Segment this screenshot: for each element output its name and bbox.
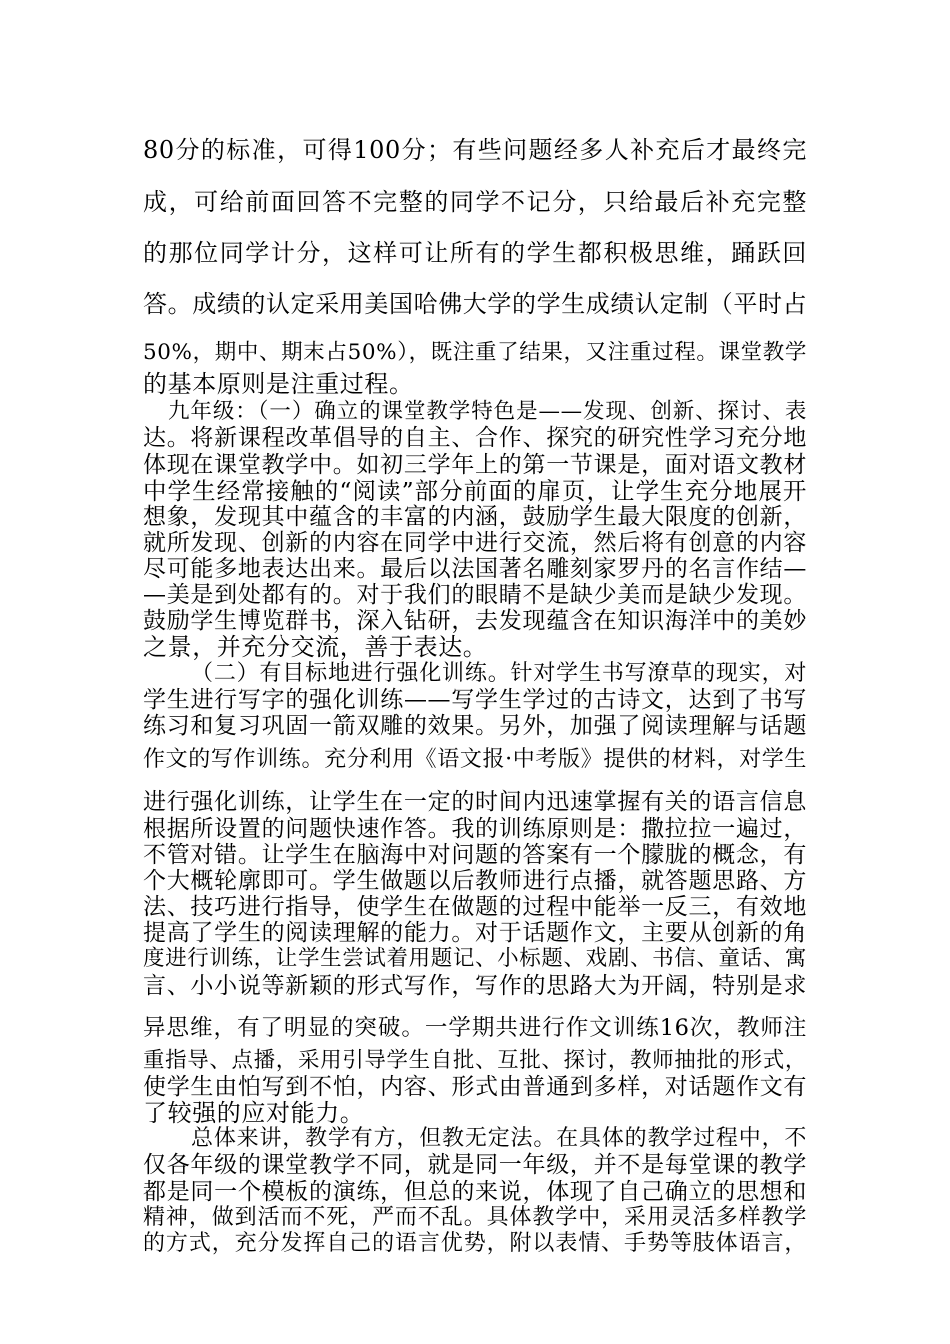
paragraph-line: 体现在课堂教学中。如初三学年上的第一节课是，面对语文教材 [143, 452, 807, 478]
paragraph-line: 尽可能多地表达出来。最后以法国著名雕刻家罗丹的名言作结— [143, 556, 807, 582]
paragraph-line: 九年级：（一）确立的课堂教学特色是——发现、创新、探讨、表 [168, 399, 807, 424]
paragraph-line: 的基本原则是注重过程。 [143, 370, 414, 398]
paragraph-line: 鼓励学生博览群书，深入钻研，去发现蕴含在知识海洋中的美妙 [143, 608, 807, 634]
paragraph-line: 学生进行写字的强化训练——写学生学过的古诗文，达到了书写 [143, 687, 807, 713]
paragraph-line: 精神，做到活而不死，严而不乱。具体教学中，采用灵活多样教学 [143, 1205, 807, 1230]
paragraph-line: （二）有目标地进行强化训练。针对学生书写潦草的现实，对 [191, 661, 807, 686]
paragraph-line: 法、技巧进行指导，使学生在做题的过程中能举一反三，有效地 [143, 894, 807, 920]
paragraph-line: 成，可给前面回答不完整的同学不记分，只给最后补充完整 [143, 188, 807, 216]
paragraph-line: 答。成绩的认定采用美国哈佛大学的学生成绩认定制（平时占 [143, 290, 808, 318]
paragraph-line: 就所发现、创新的内容在同学中进行交流，然后将有创意的内容 [143, 530, 807, 556]
paragraph-line: 根据所设置的问题快速作答。我的训练原则是：撒拉拉一遍过， [143, 816, 807, 842]
paragraph-line: 度进行训练，让学生尝试着用题记、小标题、戏剧、书信、童话、寓 [143, 946, 807, 971]
paragraph-line: 了较强的应对能力。 [143, 1099, 365, 1127]
paragraph-line: 达。将新课程改革倡导的自主、合作、探究的研究性学习充分地 [143, 425, 807, 451]
paragraph-line: 个大概轮廓即可。学生做题以后教师进行点播，就答题思路、方 [143, 868, 807, 894]
paragraph-line: 提高了学生的阅读理解的能力。对于话题作文，主要从创新的角 [143, 920, 807, 946]
paragraph-line: 50%，期中、期末占50%），既注重了结果，又注重过程。课堂教学 [143, 340, 807, 365]
paragraph-line: 80分的标准，可得100分；有些问题经多人补充后才最终完 [143, 136, 807, 164]
paragraph-line: 之景，并充分交流，善于表达。 [143, 633, 488, 661]
paragraph-line: 练习和复习巩固一箭双雕的效果。另外，加强了阅读理解与话题 [143, 713, 807, 739]
paragraph-line: 都是同一个模板的演练，但总的来说，体现了自己确立的思想和 [143, 1179, 807, 1205]
paragraph-line: —美是到处都有的。对于我们的眼睛不是缺少美而是缺少发现。 [143, 582, 807, 608]
paragraph-line: 作文的写作训练。充分利用《语文报·中考版》提供的材料，对学生 [143, 747, 807, 772]
paragraph-line: 的方式，充分发挥自己的语言优势，附以表情、手势等肢体语言， [143, 1231, 807, 1256]
paragraph-line: 言、小小说等新颖的形式写作，写作的思路大为开阔，特别是求 [143, 973, 807, 999]
paragraph-line: 进行强化训练，让学生在一定的时间内迅速掌握有关的语言信息 [143, 789, 807, 815]
paragraph-line: 的那位同学计分，这样可让所有的学生都积极思维，踊跃回 [143, 239, 807, 267]
paragraph-line: 仅各年级的课堂教学不同，就是同一年级，并不是每堂课的教学 [143, 1152, 807, 1178]
paragraph-line: 中学生经常接触的“阅读”部分前面的扉页，让学生充分地展开 [143, 477, 807, 505]
paragraph-line: 总体来讲，教学有方，但教无定法。在具体的教学过程中，不 [191, 1126, 807, 1151]
paragraph-line: 想象，发现其中蕴含的丰富的内涵，鼓励学生最大限度的创新， [143, 504, 807, 530]
paragraph-line: 异思维，有了明显的突破。一学期共进行作文训练16次，教师注 [143, 1015, 807, 1041]
paragraph-line: 使学生由怕写到不怕，内容、形式由普通到多样，对话题作文有 [143, 1074, 807, 1100]
paragraph-line: 不管对错。让学生在脑海中对问题的答案有一个朦胧的概念，有 [143, 842, 807, 868]
paragraph-line: 重指导、点播，采用引导学生自批、互批、探讨，教师抽批的形式， [143, 1048, 807, 1073]
